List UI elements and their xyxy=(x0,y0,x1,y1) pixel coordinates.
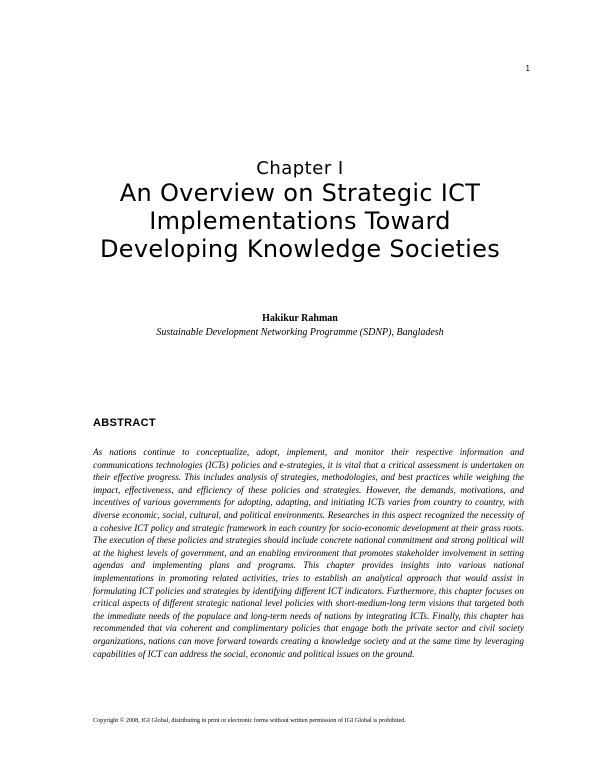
chapter-label: Chapter I xyxy=(256,158,344,179)
chapter-title: An Overview on Strategic ICT Implementations Toward Developing Knowledge Societies xyxy=(100,179,500,263)
page-number: 1 xyxy=(525,64,530,73)
abstract-body: As nations continue to conceptualize, adopt, implement, and monitor their respective information and communications technologies (ICTs) policies and e-strategies, it is vital that a critical assessment is undertaken on their effective progress. This includes analysis of strategies, methodologies, and best practices while weighing the impact, effectiveness, and efficiency of these policies and strategies. However, the demands, motivations, and incentives of various governments for adopting, adapting, and initiating ICTs varies from country to country, with diverse economic, social, cultural, and political environments. Researches in this aspect recognized the necessity of a cohesive ICT policy and strategic framework in each country for socio-economic development at their grass roots. The execution of these policies and strategies should include concrete national commitment and strong political will at the highest levels of government, and an enabling environment that promotes stakeholder involvement in setting agendas and implementing plans and programs. This chapter provides insights into various national implementations in promoting related activities, tries to establish an analytical approach that would assist in formulating ICT policies and strategies by identifying different ICT indicators. Furthermore, this chapter focuses on critical aspects of different strategic national level policies with short-medium-long term visions that targeted both the immediate needs of the populace and long-term needs of nations by integrating ICTs. Finally, this chapter has recommended that via coherent and complimentary policies that engage both the private sector and civil society organizations, nations can move forward towards creating a knowledge society and at the same time by leveraging capabilities of ICT can address the social, economic and political issues on the ground. xyxy=(93,447,524,659)
author-name: Hakikur Rahman xyxy=(262,313,338,324)
abstract-heading: ABSTRACT xyxy=(93,417,156,429)
author-affiliation: Sustainable Development Networking Programme (SDNP), Bangladesh xyxy=(156,327,444,338)
copyright-notice: Copyright © 2008, IGI Global, distributing in print or electronic forms without written permission of IGI Global is prohibited. xyxy=(93,717,406,724)
